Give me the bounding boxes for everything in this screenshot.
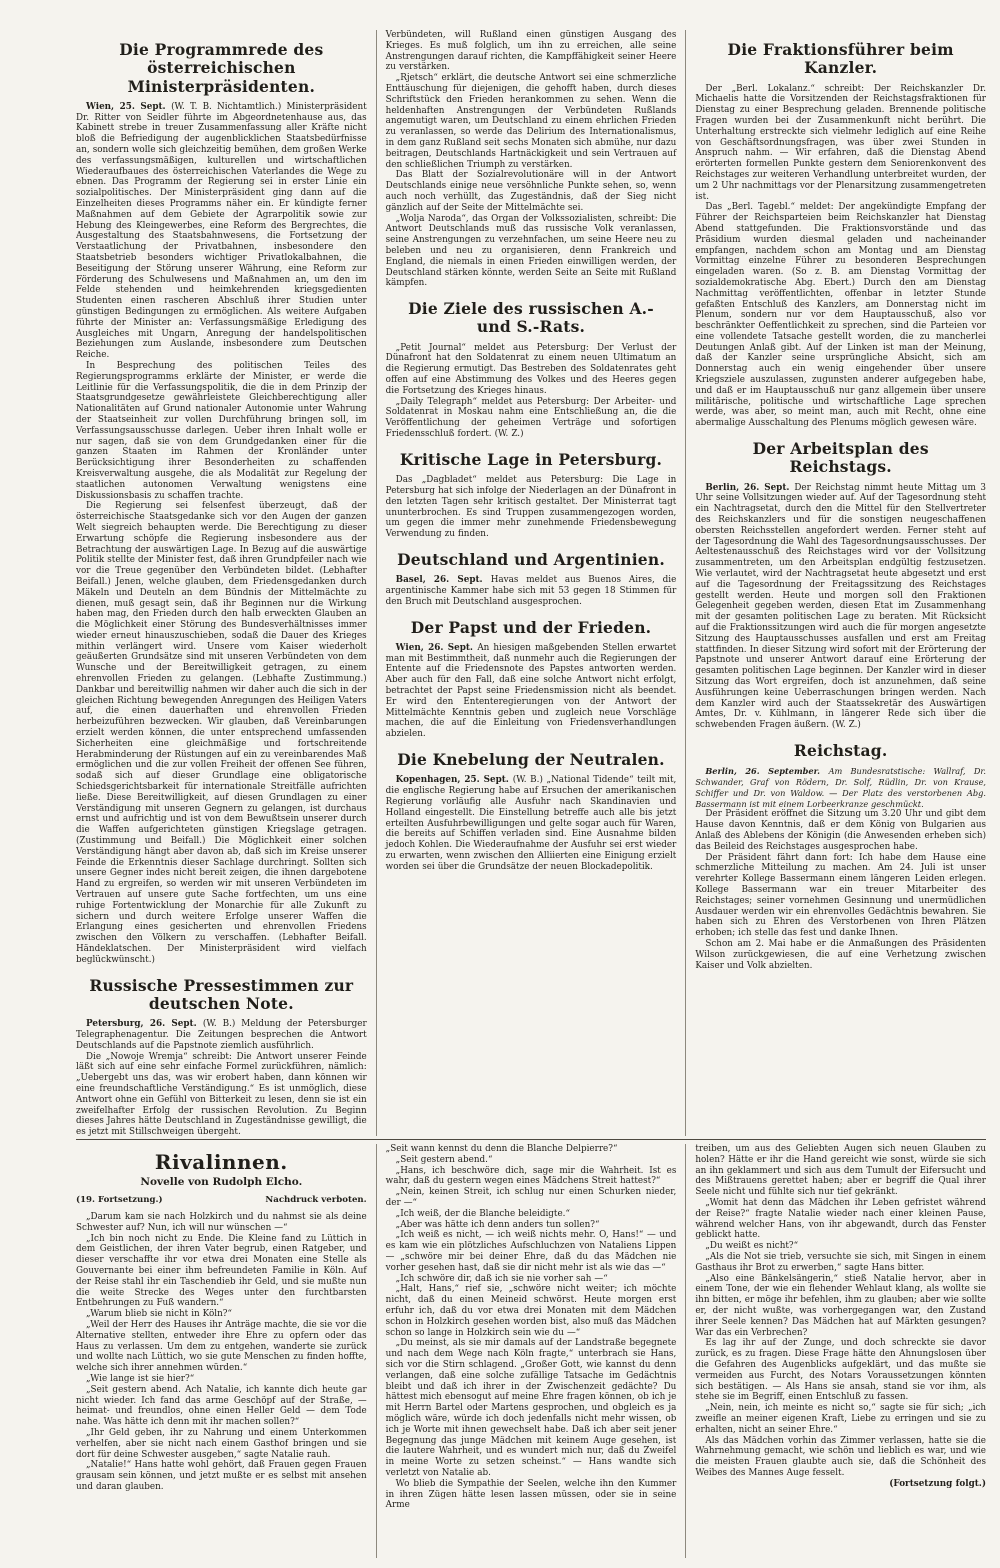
feuilleton-column-1 <box>76 1144 376 1558</box>
article-paragraph: „Petit Journal“ meldet aus Petersburg: Der Verlust der Dünafront hat den Soldatenrat zu einem neuen Ultimatum an die Regierung ermutigt. Das Bestreben des Soldatenrates geht offen auf eine Abstimmung des Volkes und des Heeres gegen die Fortsetzung des Krieges hinaus. <box>385 342 677 396</box>
article-headline: Die Fraktionsführer beim Kanzler. <box>727 40 954 78</box>
article-paragraph: „Warum blieb sie nicht in Köln?“ <box>86 1309 232 1320</box>
article-headline: Reichstag. <box>793 740 888 760</box>
article-paragraph: „Wolja Naroda“, das Organ der Volkssozialisten, schreibt: Die Antwort Deutschlands muß das russische Volk veranlassen, seine Anstrengungen zu verzehnfachen, um seine Heere neu zu beleben und neu zu organisieren, denn Frankreich und England, die niemals in einen Frieden einwilligen werden, der Deutschland stärken könnte, werden Seite an Seite mit Rußland kämpfen. <box>385 213 677 289</box>
dateline-lead: Berlin, 26. September. <box>705 766 829 777</box>
article-paragraph: „Seit gestern abend. Ach Natalie, ich kannte dich heute gar nicht wieder. Ich fand das arme Geschöpf auf der Straße, — heimat- und freundlos, ohne einen Heller Geld — dem Tode nahe. Was hätte ich denn mit ihr machen sollen?“ <box>76 1384 367 1428</box>
article-paragraph: „Natalie!“ Hans hatte wohl gehört, daß Frauen gegen Frauen grausam sein können, und jetzt mußte er es selbst mit ansehen und daran glauben. <box>76 1460 367 1492</box>
feuilleton-column-3 <box>685 1144 986 1558</box>
article-paragraph: Schon am 2. Mai habe er die Anmaßungen des Präsidenten Wilson zurückgewiesen, die auf eine Verhetzung zwischen Kaiser und Volk abzielten. <box>695 938 986 971</box>
feuilleton-meta-row <box>76 1195 367 1205</box>
article-paragraph: Berlin, 26. Sept. Der Reichstag nimmt heute Mittag um 3 Uhr seine Vollsitzungen wieder auf. Auf der Tagesordnung steht ein Nachtragsetat, durch den die Mittel für den Stellvertreter des Reichskanzlers und für die sonstigen neugeschaffenen obersten Reichsstellen angefordert werden. Ferner steht auf der Tagesordnung die Wahl des Tagesordnungsausschusses. Der Aeltestenausschuß des Reichstages wird vor der Vollsitzung zusammentreten, um den Arbeitsplan endgültig festzusetzen. Wie verlautet, wird der Nachtragsetat heute abgesetzt und erst auf die Tagesordnung der Freitagssitzung des Reichstages gestellt werden. Heute und morgen soll den Fraktionen Gelegenheit gegeben werden, diesen Etat im Zusammenhang mit der gesamten politischen Lage zu beraten. Mit Rücksicht auf die Fraktionssitzungen wird auch die für morgen angesetzte Sitzung des Hauptausschusses ausfallen und erst am Freitag stattfinden. In dieser Sitzung wird sofort mit der Erörterung der Papstnote und unserer Antwort darauf eine Erörterung der gesamten politischen Lage beginnen. Der Kanzler wird in dieser Sitzung das Wort ergreifen, doch ist anzunehmen, daß seine Ausführungen keine Ueberraschungen bringen werden. Nach dem Kanzler wird auch der Staatssekretär des Auswärtigen Amtes, Dr. v. Kühlmann, in längerer Rede sich über die schwebenden Fragen äußern. (W. Z.) <box>695 482 986 731</box>
feuilleton-section <box>76 1144 986 1558</box>
article-paragraph: In Besprechung des politischen Teiles des Regierungsprogramms erklärte der Minister, er werde die Leitlinie für die Verfassungspolitik, die die in dem Prinzip der Staatsgrundgesetze gewährleistete Gleichberechtigung aller Nationalitäten auf Grund nationaler Autonomie unter Wahrung der Staatseinheit zur vollen Durchführung bringen soll, im Verfassungsausschusse darlegen. Ueber ihren Inhalt wolle er nur sagen, daß sie von dem Grundgedanken einer für die ganzen Staaten im Rahmen der Kronländer unter Berücksichtigung ihrer Besonderheiten zu schaffenden Kreisverwaltung ausgehe, die als Modalität zur Regelung der staatlichen autonomen Verwaltung wenigstens eine Diskussionsbasis zu schaffen trachte. <box>76 360 367 501</box>
feuilleton-header <box>76 1144 367 1205</box>
article-paragraph: „Womit hat denn das Mädchen ihr Leben gefristet während der Reise?“ fragte Natalie wieder nach einer kleinen Pause, während welcher Hans, von ihr abgewandt, durch das Fenster geblickt hatte. <box>695 1197 986 1241</box>
article-paragraph: Das „Dagbladet“ meldet aus Petersburg: Die Lage in Petersburg hat sich infolge der Niederlagen an der Dünafront in den letzten Tagen sehr kritisch gestaltet. Der Ministerrat tagt ununterbrochen. Es sind Truppen zusammengezogen worden, um gegen die immer mehr zunehmende Friedensbewegung Verwendung zu finden. <box>385 475 677 540</box>
article-paragraph: Die Regierung sei felsenfest überzeugt, daß der österreichische Staatsgedanke sich vor den Augen der ganzen Welt siegreich behaupten werde. Die Berechtigung zu dieser Erwartung schöpfe die Regierung insbesondere aus der Betrachtung der auswärtigen Lage. In Bezug auf die auswärtige Politik stellte der Minister fest, daß ihren Grundpfeiler nach wie vor die Treue gegenüber den Verbündeten bildet. (Lebhafter Beifall.) Jenen, welche glauben, dem Friedensgedanken durch Mäkeln und Deuteln an dem Bündnis der Mittelmächte zu dienen, muß gesagt sein, daß ihr Beginnen nur die Wirkung haben mag, den Frieden durch den halb erweckten Glauben an die Möglichkeit einer Störung des Bundesverhältnisses immer wieder erneut hinauszuschieben, sodaß die Dauer des Krieges mithin verlängert wird. Unsere vom Kaiser wiederholt geäußerten Grundsätze sind mit unseren Verbündeten von dem Wunsche und der Bereitwilligkeit getragen, zu einem ehrenvollen Frieden zu gelangen. (Lebhafte Zustimmung.) Dankbar und bereitwillig nahmen wir daher auch die sich in der gleichen Richtung bewegenden Anregungen des Heiligen Vaters auf, die einen dauerhaften und ehrenvollen Frieden herbeizuführen bezwecken. Wir glauben, daß Vereinbarungen erzielt werden können, die unter entsprechend umfassenden Sicherheiten eine gleichmäßige und fortschreitende Herabminderung der Rüstungen auf ein zu vereinbarendes Maß ermöglichen und die zur vollen Freiheit der offenen See führen, sodaß sich auf dieser Grundlage eine obligatorische Schiedsgerichtsbarkeit für internationale Streitfälle aufrichten ließe. Diese Bereitwilligkeit, auf diesen Grundlagen zu einer Verständigung mit unseren Gegnern zu gelangen, ist durchaus ernst und aufrichtig und ist von dem Bewußtsein unserer durch die Waffen aufgerichteten günstigen Kriegslage getragen. (Zustimmung und Beifall.) Die Möglichkeit einer solchen Verständigung hängt aber davon ab, daß sich im Kreise unserer Feinde die Erkenntnis dieser Sachlage durchringt. Sollten sich unsere Gegner indes nicht bereit zeigen, die ihnen dargebotene Hand zu ergreifen, so werden wir mit unseren Verbündeten im Vertrauen auf unsere gute Sache fortfechten, um uns eine ruhige Fortentwicklung der Monarchie für alle Zukunft zu sichern und durch weitere Erfolge unserer Waffen die Erlangung eines gesicherten und ehrenvollen Friedens zwischen den Völkern zu verschaffen. (Lebhafter Beifall. Händeklatschen. Der Ministerpräsident wird vielfach beglückwünscht.) <box>76 501 367 965</box>
dateline-lead: Berlin, 26. Sept. <box>705 482 795 493</box>
article-headline: Die Ziele des russischen A.- und S.-Rats. <box>408 299 654 337</box>
news-section <box>76 30 986 1136</box>
article-paragraph: „Du meinst, als sie mir damals auf der Landstraße begegnete und nach dem Wege nach Köln fragte,“ unterbrach sie Hans, sich vor die Stirn schlagend. „Großer Gott, wie kannst du denn verlangen, daß eine solche zufällige Tatsache im Gedächtnis bleibt und daß ich ihrer in der Zwischenzeit gedächte? Du hättest mich ebensogut auf meine Ehre fragen können, ob ich je mit Herrn Bartel oder Martens gesprochen, und obgleich es ja möglich wäre, würde ich doch jedenfalls nicht mehr wissen, ob ich je Worte mit ihnen gewechselt habe. Daß ich aber seit jener Begegnung das junge Mädchen mit keinem Auge gesehen, ist die lautere Wahrheit, und es wundert mich nur, daß du Zweifel in meine Worte zu setzen scheinst.“ — Hans wandte sich verletzt von Natalie ab. <box>385 1338 677 1478</box>
article-headline: Der Arbeitsplan des Reichstags. <box>752 439 929 477</box>
article-paragraph: Wo blieb die Sympathie der Seelen, welche ihn den Kummer in ihren Zügen hätte lesen lassen müssen, oder sie in seine Arme <box>385 1478 677 1511</box>
article-paragraph: „Du weißt es nicht?“ <box>705 1241 799 1252</box>
article-paragraph: (Fortsetzung folgt.) <box>889 1478 986 1489</box>
article-paragraph: „Als die Not sie trieb, versuchte sie sich, mit Singen in einem Gasthaus ihr Brot zu erwerben,“ sagte Hans bitter. <box>695 1251 986 1273</box>
article-paragraph: Das Blatt der Sozialrevolutionäre will in der Antwort Deutschlands einige neue versöhnliche Punkte sehen, so, wenn auch noch verhüllt, das Zugeständnis, daß der Sieg nicht gänzlich auf der Seite der Mittelmächte sei. <box>385 170 677 213</box>
article-paragraph: „Seit wann kennst du denn die Blanche Delpierre?“ <box>385 1144 618 1154</box>
article-paragraph: „Weil der Herr des Hauses ihr Anträge machte, die sie vor die Alternative stellten, entweder ihre Ehre zu opfern oder das Haus zu verlassen. Um dem zu entgehen, wanderte sie zurück und wollte nach Lüttich, wo sie gute Menschen zu finden hoffte, welche sich ihrer annehmen würden.“ <box>76 1319 367 1374</box>
article-paragraph: Verbündeten, will Rußland einen günstigen Ausgang des Krieges. Es muß folglich, um ihn zu erreichen, alle seine Anstrengungen darauf richten, die Kampffähigkeit seiner Heere zu verstärken. <box>385 30 677 73</box>
article-paragraph: Wien, 26. Sept. An hiesigen maßgebenden Stellen erwartet man mit Bestimmtheit, daß nunmehr auch die Regierungen der Entente auf die Friedensnote des Papstes antworten werden. Aber auch für den Fall, daß eine solche Antwort nicht erfolgt, betrachtet der Papst seine Friedensmission nicht als beendet. Er wird den Ententeregierungen von der Antwort der Mittelmächte Kenntnis geben und zugleich neue Vorschläge machen, die auf die Einleitung von Friedensverhandlungen abzielen. <box>385 642 677 740</box>
article-headline: Der Papst und der Frieden. <box>410 617 652 637</box>
dateline-lead: Kopenhagen, 25. Sept. <box>395 775 513 786</box>
article-headline: Die Programmrede des österreichischen Ministerpräsidenten. <box>119 40 324 96</box>
dateline-lead: Petersburg, 26. Sept. <box>86 1019 203 1030</box>
article-paragraph: „Daily Telegraph“ meldet aus Petersburg: Der Arbeiter- und Soldatenrat in Moskau nahm eine Entschließung an, die die Veröffentlichung der geheimen Verträge und sofortigen Friedensschluß fordert. (W. Z.) <box>385 396 677 440</box>
article-paragraph: „Also eine Bänkelsängerin,“ stieß Natalie hervor, aber in einem Tone, der wie ein flehender Wehlaut klang, als wollte sie ihn bitten, er möge ihr befehlen, ihm zu glauben; aber wie sollte er, der nicht wußte, was vorhergegangen war, den Zustand ihrer Seele kennen? Das Mädchen hat auf Märkten gesungen? War das ein Verbrechen? <box>695 1273 986 1338</box>
news-column-2 <box>376 30 686 1136</box>
article-paragraph: „Ich schwöre dir, daß ich sie nie vorher sah —“ <box>395 1273 608 1284</box>
article-paragraph: „Rjetsch“ erklärt, die deutsche Antwort sei eine schmerzliche Enttäuschung für diejenigen, die gehofft haben, durch dieses Schriftstück den Frieden herankommen zu sehen. Wenn die heldenhaften Anstrengungen der Verbündeten Rußlands angemutigt waren, um Deutschland zu einem ehrlichen Frieden zu veranlassen, so werde das Delirium des Internationalismus, in dem ganz Rußland seit sechs Monaten sich abmühe, nur dazu beitragen, Deutschlands Hartnäckigkeit und sein Vertrauen auf den schließlichen Triumph zu verstärken. <box>385 73 677 170</box>
dateline-lead: Basel, 26. Sept. <box>395 575 491 586</box>
news-column-3 <box>685 30 986 1136</box>
article-paragraph: Kopenhagen, 25. Sept. (W. B.) „National Tidende“ teilt mit, die englische Regierung habe auf Ersuchen der amerikanischen Regierung vorläufig alle Ausfuhr nach Skandinavien und Holland eingestellt. Die Einstellung betreffe auch alle bis jetzt erteilten Ausfuhrbewilligungen und gelte sogar auch für Waren, die bereits auf Schiffen verladen sind. Eine Ausnahme bilden jedoch Kohlen. Die Wiederaufnahme der Ausfuhr sei erst wieder zu erwarten, wenn zwischen den Alliierten eine Einigung erzielt worden sei über die Grundsätze der neuen Blockadepolitik. <box>385 775 677 872</box>
news-column-1 <box>76 30 376 1136</box>
article-paragraph: „Wie lange ist sie hier?“ <box>86 1373 195 1384</box>
article-paragraph: Berlin, 26. September. Am Bundesratstische: Wallraf, Dr. Schwander, Graf von Rödern, Dr. Solf, Rüdlin, Dr. von Krause, Schiffer und Dr. von Waldow. — Der Platz des verstorbenen Abg. Bassermann ist mit einem Lorbeerkranze geschmückt. <box>695 766 986 809</box>
article-paragraph: „Hans, ich beschwöre dich, sage mir die Wahrheit. Ist es wahr, daß du gestern wegen eines Mädchens Streit hattest?“ <box>385 1165 677 1187</box>
dateline-lead: Wien, 25. Sept. <box>86 101 172 112</box>
section-divider-rule <box>76 1139 986 1140</box>
feuilleton-title: Rivalinnen. <box>154 1150 288 1174</box>
article-paragraph: Basel, 26. Sept. Havas meldet aus Buenos Aires, die argentinische Kammer habe sich mit 53 gegen 18 Stimmen für den Bruch mit Deutschland ausgesprochen. <box>385 575 677 607</box>
article-paragraph: Wien, 25. Sept. (W. T. B. Nichtamtlich.) Ministerpräsident Dr. Ritter von Seidler führte im Abgeordnetenhause aus, das Kabinett strebe in treuer Zusammenfassung aller Kräfte nicht bloß die Befriedigung der augenblicklichen Staatsbedürfnisse an, sondern wolle sich gleichzeitig bemühen, dem großen Werke des verfassungsmäßigen, kulturellen und wirtschaftlichen Wiederaufbaues des österreichischen Vaterlandes die Wege zu ebnen. Das Programm der Regierung sei in erster Linie ein sozialpolitisches. Der Ministerpräsident ging dann auf die Einzelheiten dieses Programms näher ein. Er kündigte ferner Maßnahmen auf dem Gebiete der Agrarpolitik sowie zur Hebung des Kleingewerbes, eine Reform des Bergrechtes, die Ausgestaltung des Staatsbahnwesens, die Fortsetzung der Verstaatlichung der Privatbahnen, insbesondere den Staatsbetrieb besonders wichtiger Privatlokalbahnen, die Beseitigung der Störung unserer Währung, eine Reform zur Förderung des Schulwesens und Maßnahmen an, um den im Felde stehenden und heimkehrenden kriegsgedienten Studenten einen rascheren Abschluß ihrer Studien unter günstigen Bedingungen zu ermöglichen. Als weitere Aufgaben führte der Minister an: Verfassungsmäßige Erledigung des Ausgleiches mit Ungarn, Anregung der handelspolitischen Beziehungen zum Auslande, insbesondere zum Deutschen Reiche. <box>76 101 367 361</box>
article-paragraph: Es lag ihr auf der Zunge, und doch schreckte sie davor zurück, es zu fragen. Diese Frage hätte den Ahnungslosen über die Gefahren des Augenblicks aufgeklärt, und das mußte sie vermeiden aus Furcht, des Notars Voraussetzungen könnten sich bestätigen. — Als Hans sie ansah, stand sie vor ihm, als stehe sie im Begriff, einen Entschluß zu fassen. <box>695 1338 986 1403</box>
article-paragraph: Der Präsident eröffnet die Sitzung um 3.20 Uhr und gibt dem Hause davon Kenntnis, daß er dem König von Bulgarien aus Anlaß des Ablebens der Königin (die Anwesenden erheben sich) das Beileid des Reichstages ausgesprochen habe. <box>695 809 986 852</box>
article-headline: Deutschland und Argentinien. <box>397 549 665 569</box>
article-paragraph: Als das Mädchen vorhin das Zimmer verlassen, hatte sie die Wahrnehmung gemacht, wie schön und lieblich es war, und wie die meisten Frauen glaubte auch sie, daß die Schönheit des Weibes des Mannes Auge fesselt. <box>695 1435 986 1478</box>
article-paragraph: Das „Berl. Tagebl.“ meldet: Der angekündigte Empfang der Führer der Reichsparteien beim Reichskanzler hat Dienstag Abend stattgefunden. Die Fraktionsvorstände und das Präsidium wurden diesmal geladen und nacheinander empfangen, nachdem schon am Montag und am Dienstag Vormittag einzelne Führer zu besonderen Besprechungen eingeladen waren. (So z. B. am Dienstag Vormittag der sozialdemokratische Abg. Ebert.) Durch den am Dienstag Nachmittag veröffentlichten, offenbar in letzter Stunde gefaßten Entschluß des Kanzlers, am Donnerstag nicht im Plenum, sondern nur vor dem Hauptausschuß, also vor beschränkter Oeffentlichkeit zu sprechen, sind die Parteien vor eine vollendete Tatsache gestellt worden, die zu mancherlei Deutungen Anlaß gibt. Auf der Linken ist man der Meinung, daß der Kanzler seine ursprüngliche Absicht, sich am Donnerstag auch ein wenig eingehender über unsere Kriegsziele auszulassen, zugunsten anderer aufgegeben habe, und daß er im Hauptausschuß nur ganz allgemein über unsere militärische, politische und wirtschaftliche Lage sprechen werde, was aber, so meint man, auch mit Recht, ohne eine abermalige Ausschaltung des Plenums möglich gewesen wäre. <box>695 202 986 429</box>
dateline-lead: Wien, 26. Sept. <box>395 642 478 653</box>
article-paragraph: Der „Berl. Lokalanz.“ schreibt: Der Reichskanzler Dr. Michaelis hatte die Vorsitzenden der Reichstagsfraktionen für Dienstag zu einer Besprechung geladen. Brennende politische Fragen wurden bei der Zusammenkunft nicht berührt. Die Unterhaltung erstreckte sich vielmehr lediglich auf eine Reihe von Geschäftsordnungsfragen, was über zwei Stunden in Anspruch nahm. — Wir erfahren, daß die Dienstag Abend erörterten formellen Punkte gestern dem Seniorenkonvent des Reichstages zur weiteren Verhandlung unterbreitet wurden, der um 2 Uhr nachmittags vor der Plenarsitzung zusammengetreten ist. <box>695 83 986 202</box>
article-paragraph: „Aber was hätte ich denn anders tun sollen?“ <box>395 1219 600 1230</box>
continuation-note: (19. Fortsetzung.) <box>76 1195 163 1205</box>
rights-note: Nachdruck verboten. <box>265 1195 367 1205</box>
article-paragraph: „Darum kam sie nach Holzkirch und du nahmst sie als deine Schwester auf? Nun, ich will nur wünschen —“ <box>76 1212 367 1233</box>
article-paragraph: „Ihr Geld geben, ihr zu Nahrung und einem Unterkommen verhelfen, aber sie nicht nach einem Gasthof bringen und sie dort für deine Schwester ausgeben,“ sagte Natalie rauh. <box>76 1427 367 1460</box>
article-paragraph: „Nein, keinen Streit, ich schlug nur einen Schurken nieder, der —“ <box>385 1187 677 1208</box>
article-paragraph: Die „Nowoje Wremja“ schreibt: Die Antwort unserer Feinde läßt sich auf eine sehr einfache Formel zurückführen, nämlich: „Uebergebt uns das, was wir erobert haben, dann können wir eine freundschaftliche Verständigung.“ Es ist unmöglich, diese Antwort ohne ein Gefühl von Bitterkeit zu lesen, denn sie ist ein zweifelhafter Erfolg der russischen Revolution. Zu Beginn dieses Jahres hätte Deutschland in Zugeständnisse gewilligt, die es jetzt mit Stillschweigen übergeht. <box>76 1051 367 1136</box>
article-headline: Russische Pressestimmen zur deutschen Note. <box>89 975 354 1013</box>
article-headline: Die Knebelung der Neutralen. <box>397 750 665 770</box>
feuilleton-column-2 <box>376 1144 686 1558</box>
article-paragraph: Der Präsident fährt dann fort: Ich habe dem Hause eine schmerzliche Mitteilung zu machen. Am 24. Juli ist unser verehrter Kollege Bassermann einem längeren Leiden erlegen. Kollege Bassermann war ein treuer Mitarbeiter des Reichstages; seiner vornehmen Gesinnung und unermüdlichen Ausdauer werden wir ein ehrenvolles Gedächtnis bewahren. Sie haben sich zu Ehren des Verstorbenen von Ihren Plätzen erhoben; ich stelle das fest und danke Ihnen. <box>695 852 986 939</box>
article-paragraph: „Seit gestern abend.“ <box>395 1154 493 1165</box>
article-paragraph: „Ich weiß, der die Blanche beleidigte.“ <box>395 1208 570 1219</box>
feuilleton-text-1 <box>76 1212 367 1493</box>
article-paragraph: „Ich bin noch nicht zu Ende. Die Kleine fand zu Lüttich in dem Geistlichen, der ihren Vater begrub, einen Ratgeber, und dieser verschaffte ihr vor etwa drei Monaten eine Stelle als Gouvernante bei einer ihm befreundeten Familie in Köln. Auf der Reise stahl ihr ein Taschendieb ihr Geld, und sie mußte nun die weite Strecke des Weges unter den furchtbarsten Entbehrungen zu Fuß wandern.“ <box>76 1233 367 1309</box>
article-paragraph: „Halt, Hans,“ rief sie, „schwöre nicht weiter; ich möchte nicht, daß du einen Meineid schwörst. Heute morgen erst erfuhr ich, daß du vor etwa drei Monaten mit dem Mädchen schon in Holzkirch gesehen worden bist, also muß das Mädchen schon so lange in Holzkirch sein wie du —“ <box>385 1284 677 1338</box>
article-paragraph: treiben, um aus des Geliebten Augen sich neuen Glauben zu holen? Hätte er ihr die Hand gereicht wie sonst, würde sie sich an ihn geklammert und sich aus dem Tumult der Eifersucht und des Mißtrauens gerettet haben; aber er begriff die Qual ihrer Seele nicht und fühlte sich nur tief gekränkt. <box>695 1144 986 1198</box>
article-paragraph: Petersburg, 26. Sept. (W. B.) Meldung der Petersburger Telegraphenagentur. Die Zeitungen besprechen die Antwort Deutschlands auf die Papstnote ziemlich ausführlich. <box>76 1019 367 1051</box>
article-paragraph: „Ich weiß es nicht, — ich weiß nichts mehr. O, Hans!“ — und es kam wie ein plötzliches Aufschluchzen von Nataliens Lippen — „schwöre mir bei deiner Ehre, daß du das Mädchen nie vorher gesehen hast, daß sie dir nicht mehr ist als wie das —“ <box>385 1230 677 1273</box>
article-headline: Kritische Lage in Petersburg. <box>399 449 663 469</box>
article-paragraph: „Nein, nein, ich meinte es nicht so,“ sagte sie für sich; „ich zweifle an meiner eigenen Kraft, Liebe zu erringen und sie zu erhalten, nicht an seiner Ehre.“ <box>695 1403 986 1435</box>
feuilleton-subtitle: Novelle von Rudolph Elcho. <box>140 1176 303 1188</box>
